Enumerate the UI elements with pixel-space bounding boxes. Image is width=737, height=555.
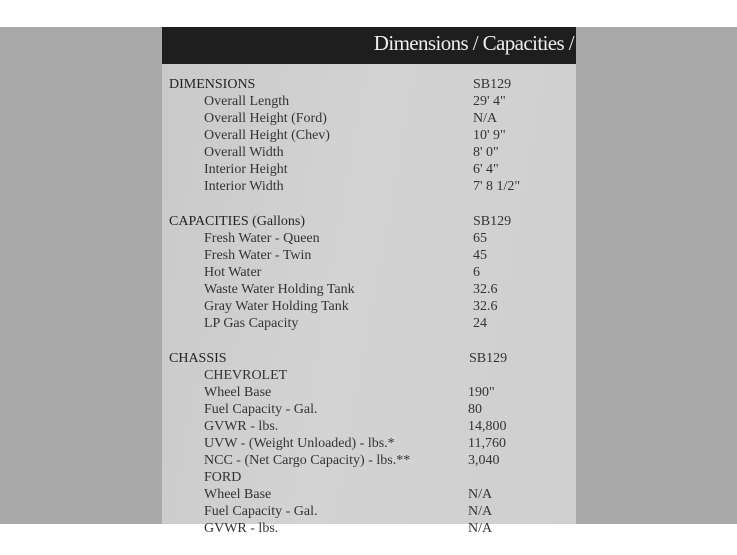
subsection-heading-row	[162, 469, 576, 486]
spec-label: GVWR - lbs.	[204, 419, 279, 434]
spec-value: N/A	[473, 111, 498, 126]
subsection-heading-chevrolet: CHEVROLET	[204, 368, 288, 383]
spec-value: 6	[473, 265, 480, 280]
spec-label: Hot Water	[204, 265, 262, 280]
chassis-section	[162, 350, 576, 537]
spec-row	[162, 247, 576, 264]
model-label: SB129	[469, 351, 508, 366]
spec-label: Fuel Capacity - Gal.	[204, 504, 318, 519]
spec-label: Fresh Water - Queen	[204, 231, 320, 246]
section-heading-row	[162, 213, 576, 230]
spec-value: 3,040	[468, 453, 500, 468]
section-heading: CHASSIS	[169, 351, 227, 366]
spec-sheet-page	[162, 27, 576, 536]
spec-row	[162, 127, 576, 144]
spec-label: Fuel Capacity - Gal.	[204, 402, 318, 417]
section-heading-row	[162, 76, 576, 93]
spec-value: 6' 4"	[473, 162, 499, 177]
spec-label: Interior Width	[204, 179, 284, 194]
header-banner	[162, 27, 576, 64]
spec-label: GVWR - lbs.	[204, 521, 279, 536]
spec-label: Wheel Base	[204, 385, 272, 400]
spec-label: Overall Height (Ford)	[204, 111, 327, 126]
spec-sections	[162, 76, 576, 555]
banner-title: Dimensions / Capacities /	[373, 31, 574, 55]
spec-value: 8' 0"	[473, 145, 499, 160]
spec-value: 14,800	[468, 419, 507, 434]
spec-label: Wheel Base	[204, 487, 272, 502]
spec-row	[162, 93, 576, 110]
model-label: SB129	[473, 214, 512, 229]
spec-row	[162, 503, 576, 520]
model-label: SB129	[473, 77, 512, 92]
spec-label: LP Gas Capacity	[204, 316, 299, 331]
spec-row	[162, 384, 576, 401]
spec-value: 80	[468, 402, 482, 417]
section-heading-row	[162, 350, 576, 367]
spec-label: Overall Length	[204, 94, 290, 109]
spec-value: 29' 4"	[473, 94, 506, 109]
spec-value: 65	[473, 231, 487, 246]
spec-value: 24	[473, 316, 487, 331]
spec-value: 7' 8 1/2"	[473, 179, 521, 194]
spec-label: Gray Water Holding Tank	[204, 299, 349, 314]
spec-row	[162, 298, 576, 315]
spec-row	[162, 178, 576, 195]
spec-row	[162, 161, 576, 178]
spec-value: 10' 9"	[473, 128, 506, 143]
section-heading: DIMENSIONS	[169, 77, 256, 92]
spec-value: N/A	[468, 521, 493, 536]
spec-value: 11,760	[468, 436, 506, 451]
section-heading: CAPACITIES (Gallons)	[169, 214, 305, 229]
spec-row	[162, 520, 576, 537]
spec-row	[162, 418, 576, 435]
spec-row	[162, 435, 576, 452]
spec-value: 45	[473, 248, 487, 263]
spec-row	[162, 264, 576, 281]
spec-row	[162, 452, 576, 469]
spec-label: Waste Water Holding Tank	[204, 282, 355, 297]
spec-value: N/A	[468, 504, 493, 519]
dimensions-section	[162, 76, 576, 195]
spec-row	[162, 144, 576, 161]
spec-row	[162, 315, 576, 332]
spec-label: UVW - (Weight Unloaded) - lbs.*	[204, 436, 395, 451]
spec-label: Overall Height (Chev)	[204, 128, 330, 143]
spec-row	[162, 230, 576, 247]
spec-row	[162, 401, 576, 418]
spec-row	[162, 110, 576, 127]
spec-value: 32.6	[473, 282, 498, 297]
capacities-section	[162, 213, 576, 332]
spec-value: 32.6	[473, 299, 498, 314]
subsection-heading-row	[162, 367, 576, 384]
spec-row	[162, 281, 576, 298]
spec-value: N/A	[468, 487, 493, 502]
spec-label: Fresh Water - Twin	[204, 248, 312, 263]
spec-value: 190"	[468, 385, 495, 400]
spec-label: Overall Width	[204, 145, 284, 160]
spec-row	[162, 486, 576, 503]
subsection-heading-ford: FORD	[204, 470, 242, 485]
spec-label: NCC - (Net Cargo Capacity) - lbs.**	[204, 453, 411, 468]
spec-label: Interior Height	[204, 162, 288, 177]
